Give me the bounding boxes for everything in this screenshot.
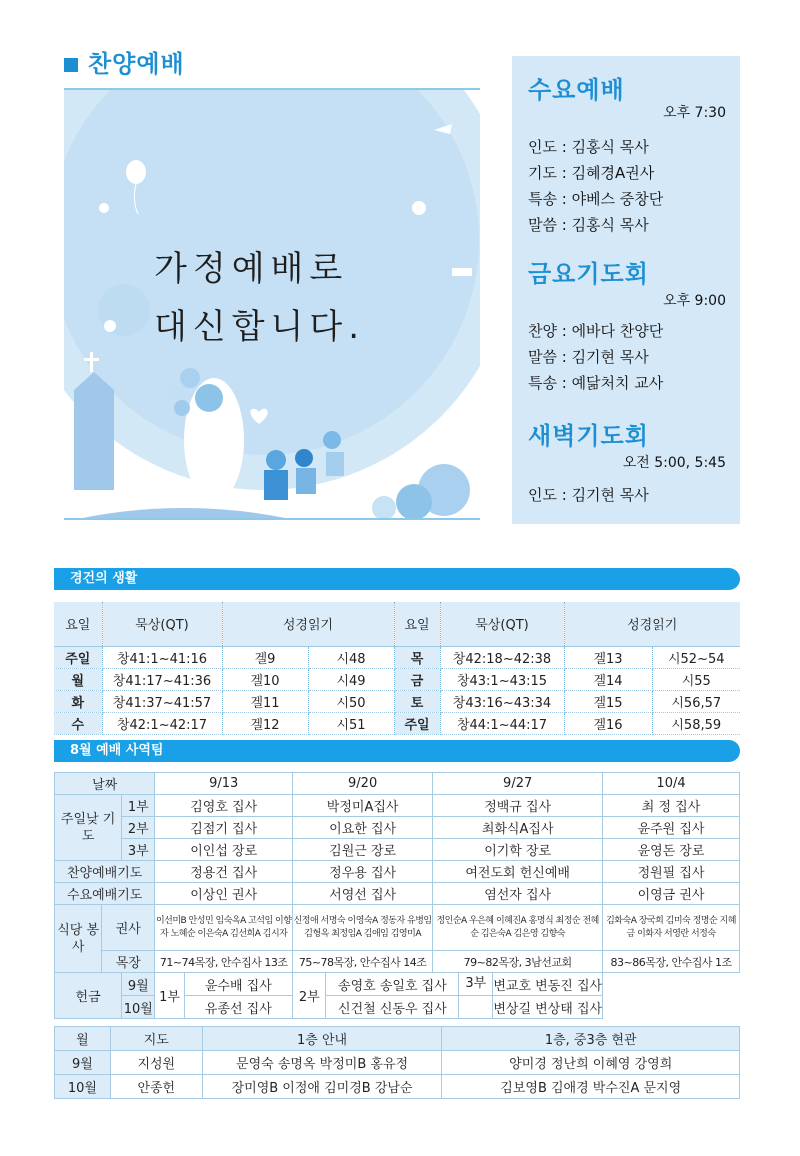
wednesday-line: 기도 : 김혜경A권사	[528, 164, 655, 182]
table-row	[54, 690, 740, 712]
date-cell: 9/13	[155, 773, 293, 795]
wed-prayer-label: 수요예배기도	[55, 883, 155, 905]
table-cell: 윤주원 집사	[603, 817, 740, 839]
table-row	[55, 795, 740, 817]
date-cell: 9/20	[293, 773, 433, 795]
table-row	[54, 646, 740, 668]
illustration	[64, 88, 480, 520]
table-cell: 김원근 장로	[293, 839, 433, 861]
friday-line: 말씀 : 김기현 목사	[528, 348, 649, 366]
guide-table	[54, 1026, 740, 1099]
deaconess-label: 권사	[102, 905, 155, 951]
service-table	[54, 772, 740, 1019]
month-label: 10월	[122, 996, 155, 1019]
table-cell: 이상인 권사	[155, 883, 293, 905]
table-row	[55, 1075, 740, 1099]
dawn-line: 인도 : 김기현 목사	[528, 486, 649, 504]
table-row	[54, 712, 740, 734]
reading-cell: 시50	[308, 690, 394, 712]
table-row	[54, 668, 740, 690]
praise-prayer-label: 찬양예배기도	[55, 861, 155, 883]
table-cell: 변상길 변상태 집사	[493, 1001, 603, 1017]
table-cell: 김영호 집사	[155, 795, 293, 817]
table-row	[55, 973, 740, 996]
day-cell: 주일	[394, 712, 440, 734]
sunday-prayer-label: 주일낮 기도	[55, 795, 122, 861]
table-cell: 신정애 서명숙 이영숙A 정동자 유병임 김형옥 최정임A 김애임 김영미A	[293, 905, 433, 951]
day-cell: 화	[54, 690, 102, 712]
part-label: 1부	[122, 795, 155, 817]
month-label: 9월	[122, 973, 155, 996]
table-cell: 71~74목장, 안수집사 13조	[155, 951, 293, 973]
devotion-table	[54, 602, 740, 735]
devotion-header-row	[54, 602, 740, 646]
table-cell: 지성원	[110, 1051, 202, 1075]
reading-cell: 겔9	[222, 646, 308, 668]
worship-title: 찬양예배	[64, 44, 185, 79]
table-cell: 장미영B 이정애 김미경B 강남순	[202, 1075, 442, 1099]
part-label: 3부	[122, 839, 155, 861]
table-cell: 양미경 정난희 이혜영 강영희	[442, 1051, 740, 1075]
reading-cell: 겔16	[564, 712, 652, 734]
table-cell: 정원필 집사	[603, 861, 740, 883]
dawn-time: 오전 5:00, 5:45	[622, 455, 726, 471]
table-cell: 김화숙A 장국희 김미숙 정명순 지혜금 이화자 서영란 서정숙	[603, 905, 740, 951]
friday-line: 특송 : 예닮처치 교사	[528, 374, 664, 392]
reading-cell: 겔15	[564, 690, 652, 712]
table-cell: 최 정 집사	[603, 795, 740, 817]
dawn-title: 새벽기도회	[528, 422, 649, 450]
table-cell: 신건철 신동우 집사	[326, 996, 459, 1019]
table-cell: 이선미B 안성민 임숙옥A 고석임 이향자 노혜순 이은숙A 김선희A 김시자	[155, 905, 293, 951]
qt-cell: 창41:17~41:36	[102, 668, 222, 690]
friday-line: 찬양 : 에바다 찬양단	[528, 322, 664, 340]
day-header: 요일	[54, 602, 102, 646]
reading-cell: 겔10	[222, 668, 308, 690]
qt-cell: 창42:1~42:17	[102, 712, 222, 734]
illustration-caption-line-1: 가정예배로	[154, 249, 349, 289]
table-cell: 이요한 집사	[293, 817, 433, 839]
reading-cell: 시51	[308, 712, 394, 734]
reading-cell: 시56,57	[652, 690, 740, 712]
day-cell: 수	[54, 712, 102, 734]
reading-cell: 시48	[308, 646, 394, 668]
reading-cell: 시58,59	[652, 712, 740, 734]
wednesday-line: 말씀 : 김홍식 목사	[528, 216, 649, 234]
qt-header: 묵상(QT)	[440, 602, 564, 646]
reading-header: 성경읽기	[222, 602, 394, 646]
day-cell: 금	[394, 668, 440, 690]
table-row	[55, 773, 740, 795]
table-cell: 변교호 변동진 집사	[493, 978, 603, 994]
month-header: 월	[55, 1027, 111, 1051]
illustration-caption-line-2: 대신합니다.	[154, 307, 366, 347]
table-row	[55, 861, 740, 883]
reading-cell: 시49	[308, 668, 394, 690]
service-section-bar: 8월 예배 사역팀	[54, 740, 740, 762]
schedule-panel	[512, 56, 740, 524]
wednesday-line: 특송 : 야베스 중창단	[528, 190, 664, 208]
reading-cell: 겔14	[564, 668, 652, 690]
leader-header: 지도	[110, 1027, 202, 1051]
day-cell: 목	[394, 646, 440, 668]
qt-cell: 창41:1~41:16	[102, 646, 222, 668]
table-row	[55, 905, 740, 951]
wednesday-title: 수요예배	[528, 76, 625, 104]
date-cell: 9/27	[433, 773, 603, 795]
table-cell: 75~78목장, 안수집사 14조	[293, 951, 433, 973]
table-cell	[459, 996, 603, 1019]
part-label: 2부	[122, 817, 155, 839]
table-cell: 염선자 집사	[433, 883, 603, 905]
devotion-section-bar: 경건의 생활	[54, 568, 740, 590]
table-cell: 유종선 집사	[184, 996, 292, 1019]
day-cell: 월	[54, 668, 102, 690]
floor1-header: 1층 안내	[202, 1027, 442, 1051]
part-label: 3부	[459, 973, 493, 995]
table-cell: 안종헌	[110, 1075, 202, 1099]
qt-cell: 창42:18~42:38	[440, 646, 564, 668]
friday-time: 오후 9:00	[663, 293, 726, 309]
reading-cell: 시52~54	[652, 646, 740, 668]
table-row	[55, 951, 740, 973]
table-cell: 김보영B 김애경 박수진A 문지영	[442, 1075, 740, 1099]
table-cell: 정우용 집사	[293, 861, 433, 883]
reading-cell: 시55	[652, 668, 740, 690]
day-cell: 토	[394, 690, 440, 712]
reading-cell: 겔12	[222, 712, 308, 734]
part-label: 2부	[293, 973, 326, 1019]
part-label: 1부	[155, 973, 184, 1019]
table-cell: 최화식A집사	[433, 817, 603, 839]
table-row	[55, 817, 740, 839]
table-cell: 송영호 송일호 집사	[326, 973, 459, 996]
table-cell: 정용건 집사	[155, 861, 293, 883]
friday-title: 금요기도회	[528, 260, 649, 288]
cafeteria-label: 식당 봉사	[55, 905, 102, 973]
date-label: 날짜	[55, 773, 155, 795]
qt-header: 묵상(QT)	[102, 602, 222, 646]
month-cell: 10월	[55, 1075, 111, 1099]
entrance-header: 1층, 중3층 현관	[442, 1027, 740, 1051]
table-cell: 박정미A집사	[293, 795, 433, 817]
qt-cell: 창44:1~44:17	[440, 712, 564, 734]
parish-label: 목장	[102, 951, 155, 973]
table-cell	[459, 973, 603, 996]
table-cell: 79~82목장, 3남선교회	[433, 951, 603, 973]
table-cell: 윤영돈 장로	[603, 839, 740, 861]
square-bullet-icon	[64, 58, 78, 72]
table-row	[55, 1027, 740, 1051]
reading-cell: 겔13	[564, 646, 652, 668]
month-cell: 9월	[55, 1051, 111, 1075]
table-cell: 이인섭 장로	[155, 839, 293, 861]
reading-header: 성경읽기	[564, 602, 740, 646]
day-cell: 주일	[54, 646, 102, 668]
table-cell: 김점기 집사	[155, 817, 293, 839]
table-cell: 이영금 권사	[603, 883, 740, 905]
table-cell: 83~86목장, 안수집사 1조	[603, 951, 740, 973]
qt-cell: 창43:16~43:34	[440, 690, 564, 712]
date-cell: 10/4	[603, 773, 740, 795]
wednesday-line: 인도 : 김홍식 목사	[528, 138, 649, 156]
table-cell: 정인순A 우은혜 이혜진A 홍명식 최정순 전혜순 김은숙A 김은영 김향숙	[433, 905, 603, 951]
qt-cell: 창41:37~41:57	[102, 690, 222, 712]
table-cell: 문영숙 송명옥 박정미B 홍유정	[202, 1051, 442, 1075]
reading-cell: 겔11	[222, 690, 308, 712]
table-row	[55, 839, 740, 861]
table-cell: 이기학 장로	[433, 839, 603, 861]
qt-cell: 창43:1~43:15	[440, 668, 564, 690]
table-cell: 윤수배 집사	[184, 973, 292, 996]
table-cell: 정백규 집사	[433, 795, 603, 817]
offering-label: 헌금	[55, 973, 122, 1019]
table-cell: 여전도회 헌신예배	[433, 861, 603, 883]
table-row	[55, 1051, 740, 1075]
wednesday-time: 오후 7:30	[663, 105, 726, 121]
day-header: 요일	[394, 602, 440, 646]
table-row	[55, 883, 740, 905]
table-cell: 서영선 집사	[293, 883, 433, 905]
